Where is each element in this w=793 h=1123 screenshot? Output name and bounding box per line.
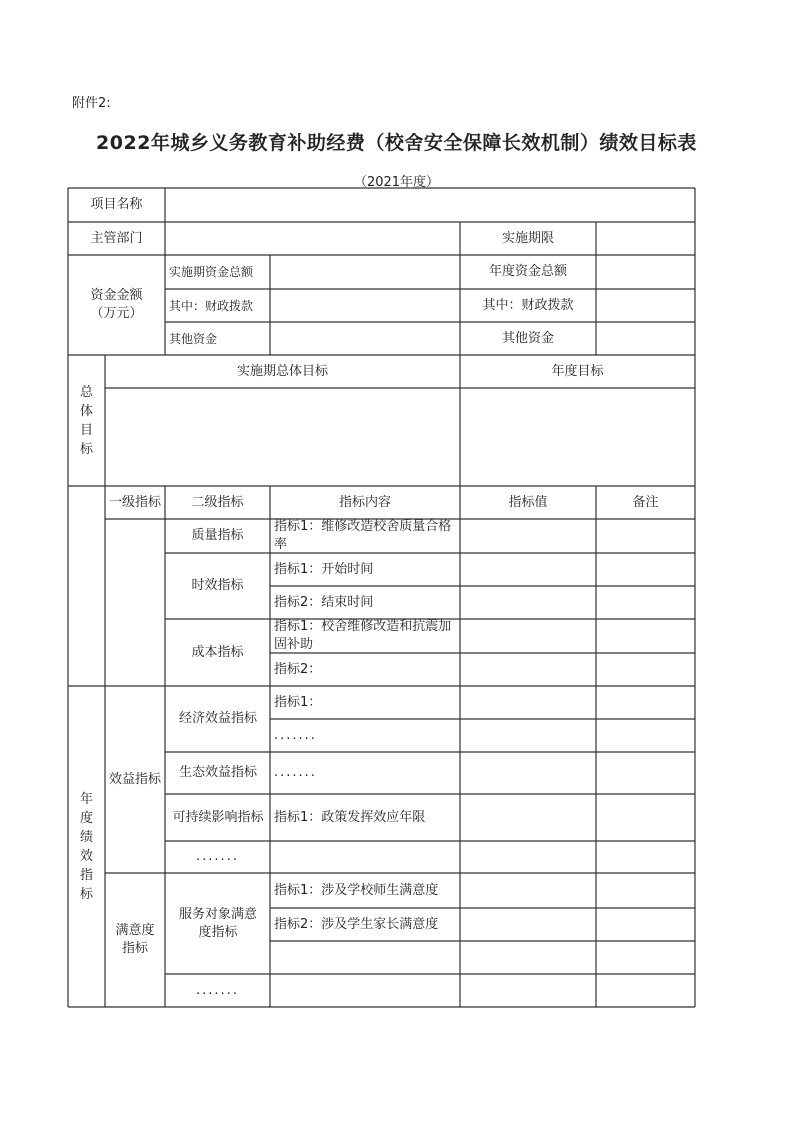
value-header: 指标值 bbox=[508, 494, 548, 510]
period-label: 实施期限 bbox=[501, 230, 554, 246]
economic-item-more: ....... bbox=[274, 727, 317, 743]
annual-goal-header: 年度目标 bbox=[551, 363, 604, 379]
note-header: 备注 bbox=[632, 494, 659, 510]
overall-goal-header: 实施期总体目标 bbox=[236, 363, 328, 379]
benefit-indicator-label: 效益指标 bbox=[108, 771, 161, 787]
content-header: 指标内容 bbox=[338, 494, 391, 510]
annual-fiscal-label: 其中：财政拨款 bbox=[482, 297, 574, 313]
quality-item-1: 指标1：维修改造校舍质量合格率 bbox=[274, 519, 452, 552]
funds-label bbox=[68, 255, 165, 355]
fiscal-label: 其中：财政拨款 bbox=[169, 298, 254, 313]
sustainable-item-1: 指标1：政策发挥效应年限 bbox=[274, 809, 426, 825]
attachment-label: 附件2: bbox=[72, 96, 111, 111]
ecological-benefit-label: 生态效益指标 bbox=[178, 765, 257, 780]
department-label: 主管部门 bbox=[90, 230, 143, 246]
other-funds-label: 其他资金 bbox=[169, 331, 218, 346]
annual-total-label: 年度资金总额 bbox=[488, 264, 567, 279]
quality-indicator-label: 质量指标 bbox=[191, 528, 244, 543]
satisfaction-item-2: 指标2：涉及学生家长满意度 bbox=[274, 916, 439, 932]
total-funds-label: 实施期资金总额 bbox=[169, 265, 254, 279]
level1-header: 一级指标 bbox=[108, 494, 161, 510]
time-item-1: 指标1：开始时间 bbox=[274, 561, 374, 577]
cost-indicator-label: 成本指标 bbox=[191, 644, 244, 660]
benefit-more: ....... bbox=[196, 849, 239, 864]
satisfaction-item-1: 指标1：涉及学校师生满意度 bbox=[274, 882, 439, 898]
service-satisfaction-label: 服务对象满意度指标 bbox=[178, 906, 257, 940]
economic-benefit-label: 经济效益指标 bbox=[178, 711, 257, 726]
cost-item-2: 指标2： bbox=[274, 661, 322, 677]
annual-other-label: 其他资金 bbox=[501, 330, 554, 346]
year-label: （2021年度） bbox=[353, 175, 440, 190]
funds-label-line2: （万元） bbox=[90, 306, 143, 321]
timeliness-indicator-label: 时效指标 bbox=[191, 578, 244, 593]
sustainable-impact-label: 可持续影响指标 bbox=[172, 809, 264, 825]
ecological-item-more: ....... bbox=[274, 765, 317, 780]
satisfaction-indicator-label: 满意度指标 bbox=[115, 923, 155, 956]
cost-item-1: 指标1：校舍维修改造和抗震加固补助 bbox=[274, 619, 452, 652]
overall-goal-side-text: 总体目标 bbox=[79, 384, 93, 457]
time-item-2: 指标2：结束时间 bbox=[274, 594, 374, 610]
project-name-label: 项目名称 bbox=[90, 197, 143, 212]
document-title: 2022年城乡义务教育补助经费（校舍安全保障长效机制）绩效目标表 bbox=[96, 132, 697, 154]
funds-label-line1: 资金金额 bbox=[90, 288, 143, 303]
annual-indicator-side-label bbox=[68, 686, 105, 1007]
level2-header: 二级指标 bbox=[191, 494, 244, 510]
overall-goal-side-label bbox=[68, 355, 105, 486]
satisfaction-more: ....... bbox=[196, 982, 239, 998]
annual-indicator-side-text: 年度绩效指标 bbox=[79, 791, 93, 902]
economic-item-1: 指标1： bbox=[274, 694, 322, 710]
